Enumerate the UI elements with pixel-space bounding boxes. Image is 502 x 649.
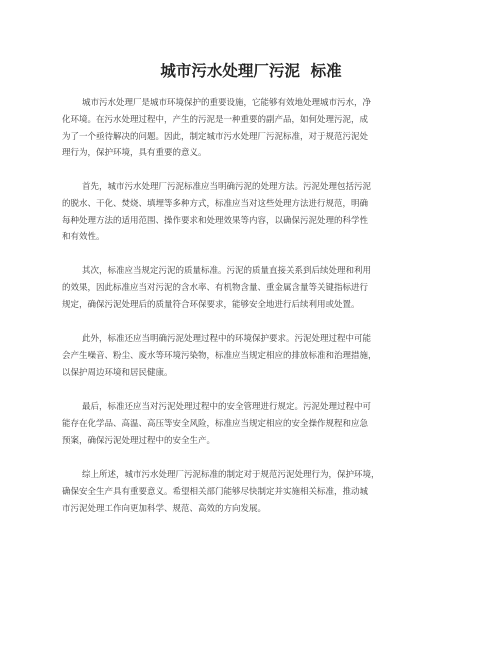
paragraph-line: 此外，标准还应当明确污泥处理过程中的环境保护要求。污泥处理过程中可能 (82, 334, 372, 344)
paragraph-line: 能存在化学品、高温、高压等安全风险，标准应当规定相应的安全操作规程和应急 (62, 418, 369, 429)
paragraph-line: 的效果，因此标准应当对污泥的含水率、有机物含量、重金属含量等关键指标进行 (62, 282, 369, 293)
paragraph-quality-standards (62, 263, 440, 313)
paragraph-line: 以保护周边环境和居民健康。 (62, 367, 173, 378)
paragraph-line: 综上所述，城市污水处理厂污泥标准的制定对于规范污泥处理行为，保护环境， (82, 470, 380, 480)
paragraph-line: 其次，标准应当规定污泥的质量标准。污泥的质量直接关系到后续处理和利用 (82, 266, 372, 276)
paragraph-line: 和有效性。 (62, 232, 105, 243)
paragraph-line: 每种处理方法的适用范围、操作要求和处理效果等内容，以确保污泥处理的科学性 (62, 215, 369, 226)
paragraph-intro (62, 95, 440, 162)
paragraph-line: 会产生噪音、粉尘、废水等环境污染物，标准应当规定相应的排放标准和治理措施， (62, 350, 377, 361)
paragraph-safety-management (62, 399, 440, 449)
paragraph-line: 首先，城市污水处理厂污泥标准应当明确污泥的处理方法。污泥处理包括污泥 (82, 182, 372, 192)
paragraph-line: 规定，确保污泥处理后的质量符合环保要求，能够安全地进行后续利用或处置。 (62, 299, 360, 310)
paragraph-line: 最后，标准还应当对污泥处理过程中的安全管理进行规定。污泥处理过程中可 (82, 402, 372, 412)
paragraph-line: 城市污水处理厂是城市环境保护的重要设施，它能够有效地处理城市污水，净 (82, 98, 372, 108)
paragraph-conclusion (62, 467, 440, 517)
document-title: 城市污水处理厂污泥 标准 (160, 62, 342, 80)
paragraph-line: 化环境。在污水处理过程中，产生的污泥是一种重要的副产品，如何处理污泥，成 (62, 114, 369, 125)
paragraph-line: 预案，确保污泥处理过程中的安全生产。 (62, 435, 216, 446)
paragraph-line: 的脱水、干化、焚烧、填埋等多种方式，标准应当对这些处理方法进行规范，明确 (62, 198, 369, 209)
paragraph-line: 为了一个亟待解决的问题。因此，制定城市污水处理厂污泥标准，对于规范污泥处 (62, 131, 369, 142)
paragraph-treatment-methods (62, 179, 440, 246)
paragraph-line: 理行为，保护环境，具有重要的意义。 (62, 148, 207, 159)
paragraph-environmental-protection (62, 331, 440, 381)
paragraph-line: 确保安全生产具有重要意义。希望相关部门能够尽快制定并实施相关标准，推动城 (62, 486, 369, 497)
paragraph-line: 市污泥处理工作向更加科学、规范、高效的方向发展。 (62, 503, 267, 514)
